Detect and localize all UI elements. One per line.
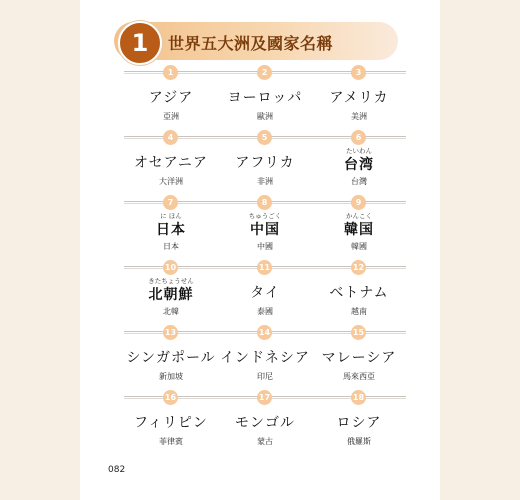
chinese-translation: 日本 [163, 242, 179, 251]
chinese-translation: 韓國 [351, 242, 367, 251]
vocabulary-item [312, 64, 406, 129]
furigana-reading: かんこく [346, 212, 372, 220]
item-number-circle: 9 [351, 195, 366, 210]
item-number-circle: 18 [351, 390, 366, 405]
chinese-translation: 北韓 [163, 307, 179, 316]
japanese-term: オセアニア [134, 155, 208, 171]
vocabulary-item [312, 194, 406, 259]
item-number-circle: 3 [351, 65, 366, 80]
section-title: 世界五大洲及國家名稱 [168, 34, 334, 53]
japanese-term: タイ [250, 285, 280, 301]
japanese-term: マレーシア [321, 350, 397, 366]
vocabulary-item [124, 389, 218, 454]
japanese-term: モンゴル [235, 415, 295, 431]
vocabulary-item [124, 259, 218, 324]
vocabulary-row [124, 64, 406, 129]
vocabulary-row [124, 259, 406, 324]
vocabulary-item [312, 129, 406, 194]
vocabulary-item [312, 324, 406, 389]
japanese-term: 北朝鮮 [148, 287, 194, 303]
japanese-term: アメリカ [329, 90, 389, 106]
vocabulary-item [218, 194, 312, 259]
chinese-translation: 台灣 [351, 177, 367, 186]
page-number: 082 [108, 465, 126, 475]
item-number-circle: 2 [257, 65, 272, 80]
vocabulary-item [124, 129, 218, 194]
textbook-page [80, 0, 440, 500]
furigana-reading: に ほん [160, 212, 182, 220]
japanese-term: 韓国 [344, 222, 374, 238]
item-number-circle: 11 [257, 260, 272, 275]
japanese-term: 台湾 [344, 157, 374, 173]
item-number-circle: 5 [257, 130, 272, 145]
item-number-circle: 15 [351, 325, 366, 340]
furigana-reading: ちゅうごく [248, 212, 282, 220]
chinese-translation: 印尼 [257, 372, 273, 381]
item-number-circle: 10 [163, 260, 178, 275]
chinese-translation: 大洋洲 [159, 177, 183, 186]
japanese-term: 日本 [156, 222, 186, 238]
item-number-circle: 6 [351, 130, 366, 145]
japanese-term: アジア [148, 90, 194, 106]
japanese-term: ベトナム [329, 285, 389, 301]
japanese-term: フィリピン [134, 415, 208, 431]
chinese-translation: 歐洲 [257, 112, 273, 121]
japanese-term: インドネシア [220, 350, 310, 366]
chinese-translation: 菲律賓 [159, 437, 183, 446]
item-number-circle: 16 [163, 390, 178, 405]
vocabulary-grid [124, 64, 406, 454]
japanese-term: ヨーロッパ [227, 90, 303, 106]
item-number-circle: 7 [163, 195, 178, 210]
vocabulary-row [124, 129, 406, 194]
item-number-circle: 17 [257, 390, 272, 405]
vocabulary-item [124, 194, 218, 259]
vocabulary-item [218, 259, 312, 324]
chinese-translation: 新加坡 [159, 372, 183, 381]
vocabulary-item [312, 389, 406, 454]
chinese-translation: 非洲 [257, 177, 273, 186]
chinese-translation: 亞洲 [163, 112, 179, 121]
japanese-term: アフリカ [235, 155, 295, 171]
item-number-circle: 13 [163, 325, 178, 340]
item-number-circle: 1 [163, 65, 178, 80]
vocabulary-item [218, 389, 312, 454]
vocabulary-row [124, 389, 406, 454]
japanese-term: 中国 [250, 222, 280, 238]
vocabulary-row [124, 324, 406, 389]
section-number-badge: 1 [118, 21, 162, 65]
vocabulary-item [218, 129, 312, 194]
furigana-reading: きたちょうせん [148, 277, 194, 285]
item-number-circle: 4 [163, 130, 178, 145]
vocabulary-item [218, 324, 312, 389]
vocabulary-item [218, 64, 312, 129]
chinese-translation: 泰國 [257, 307, 273, 316]
chinese-translation: 蒙古 [257, 437, 273, 446]
chinese-translation: 俄羅斯 [347, 437, 371, 446]
vocabulary-row [124, 194, 406, 259]
vocabulary-item [312, 259, 406, 324]
japanese-term: シンガポール [126, 350, 216, 366]
japanese-term: ロシア [336, 415, 382, 431]
chinese-translation: 美洲 [351, 112, 367, 121]
chinese-translation: 中國 [257, 242, 273, 251]
furigana-reading: たいわん [346, 147, 372, 155]
chinese-translation: 越南 [351, 307, 367, 316]
item-number-circle: 8 [257, 195, 272, 210]
item-number-circle: 12 [351, 260, 366, 275]
vocabulary-item [124, 324, 218, 389]
vocabulary-item [124, 64, 218, 129]
chinese-translation: 馬來西亞 [343, 372, 375, 381]
item-number-circle: 14 [257, 325, 272, 340]
